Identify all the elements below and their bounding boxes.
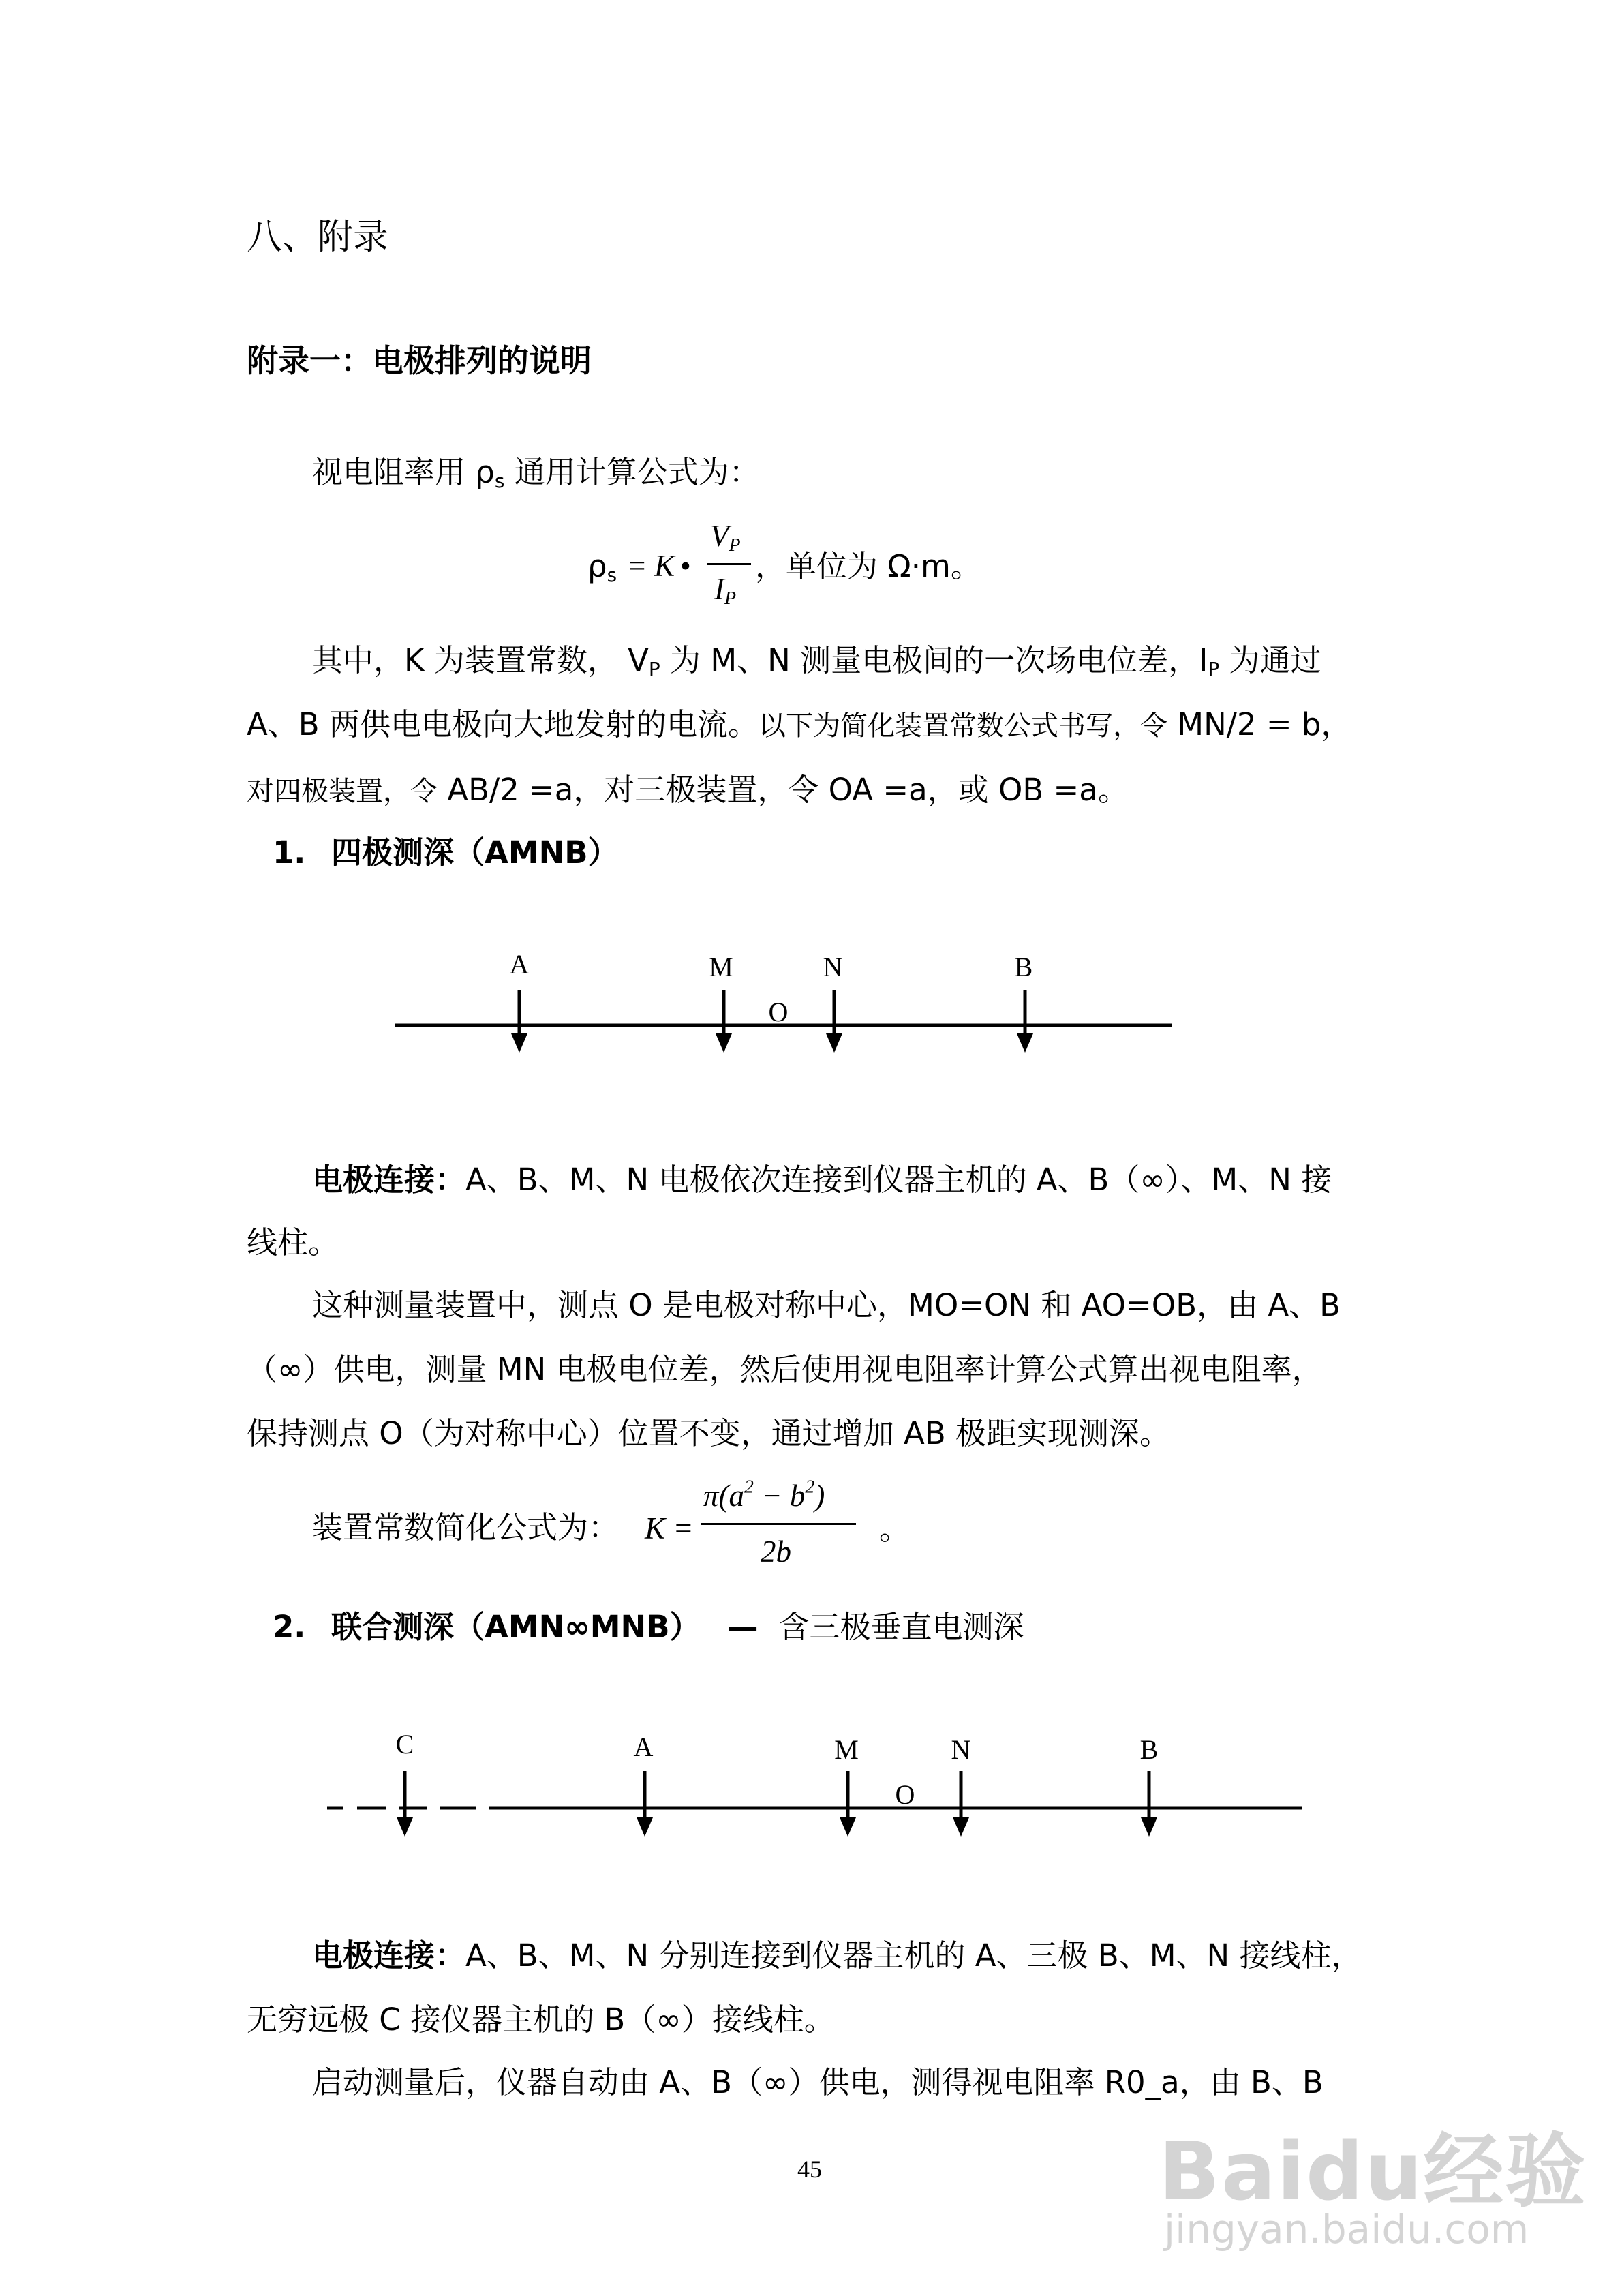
label-a: A [509,949,530,980]
section1-number: 1. [273,834,306,871]
electrode-b-arrow [1141,1771,1157,1837]
label-o: O [895,1779,915,1810]
label-c: C [395,1729,414,1759]
label-n: N [823,952,843,982]
intro-text [312,454,760,492]
fraction-bar [707,563,751,565]
label-b: B [1014,952,1033,982]
watermark-url: jingyan.baidu.com [1164,2206,1529,2252]
formula-denominator: $I_P$ [714,572,737,609]
para1-line1: 其中，K 为装置常数， $V_P$ 为 M、N 测量电极间的一次场电位差，$I_P$ 为通过 [312,642,1321,680]
formula-lhs: $\rho_s$ [587,548,617,586]
section2-conn-line2: 无穷远极 C 接仪器主机的 B（∞）接线柱。 [247,2002,835,2038]
section1-desc-line2: （∞）供电，测量 MN 电极电位差，然后使用视电阻率计算公式算出视电阻率， [247,1351,1323,1387]
formula-eq: = [628,549,646,583]
formula-numerator: $V_P$ [710,519,741,556]
electrode-a-arrow [637,1771,653,1837]
k-formula [645,1478,931,1580]
k-formula-label: 装置常数简化公式为： [312,1509,619,1545]
section1-conn-line1: 电极连接：A、B、M、N 电极依次连接到仪器主机的 A、B（∞）、M、N 接 [312,1162,1332,1198]
label-n: N [951,1734,971,1765]
k-fraction-bar [701,1523,856,1525]
k-formula-denominator: 2b [761,1535,791,1569]
k-formula-end: 。 [879,1511,911,1547]
label-m: M [709,952,733,982]
k-formula-lhs: K = [645,1511,694,1545]
section1-conn-line2: 线柱。 [247,1224,339,1260]
resistivity-formula [587,518,996,614]
section1-desc-line1: 这种测量装置中，测点 O 是电极对称中心，MO=ON 和 AO=OB，由 A、B [312,1287,1341,1323]
intro-lead: 视电阻率用 ρ [312,454,495,490]
section2-title: 联合测深（AMN∞MNB） — 含三极垂直电测深 [331,1609,1024,1645]
appendix-title: 附录一：电极排列的说明 [247,342,592,379]
electrode-a-arrow [511,990,527,1053]
section1-title: 四极测深（AMNB） [331,834,619,871]
electrode-m-arrow [716,990,732,1053]
label-b: B [1139,1734,1159,1765]
intro-tail: 通用计算公式为： [504,454,760,490]
joint-sounding-diagram [320,1718,1315,1854]
electrode-n-arrow [826,990,842,1053]
section2-number: 2. [273,1609,306,1645]
section2-conn-line1: 电极连接：A、B、M、N 分别连接到仪器主机的 A、三极 B、M、N 接线柱， [312,1937,1362,1974]
para1-line2: A、B 两供电电极向大地发射的电流。以下为简化装置常数公式书写，令 MN/2 = b， [247,706,1352,742]
electrode-n-arrow [953,1771,969,1837]
intro-sub: s [494,469,505,492]
four-electrode-diagram [388,941,1179,1070]
page-number: 45 [797,2156,822,2183]
label-m: M [834,1734,859,1765]
label-o: O [768,997,789,1027]
section2-start-line1: 启动测量后，仪器自动由 A、B（∞）供电，测得视电阻率 R0_a，由 B、B [312,2064,1323,2100]
electrode-m-arrow [840,1771,856,1837]
watermark-brand: Baidu经验 [1159,2124,1587,2218]
electrode-c-arrow [397,1771,413,1837]
formula-dot: • [680,549,691,583]
electrode-b-arrow [1017,990,1033,1053]
formula-k: K [654,549,675,583]
label-a: A [633,1732,654,1762]
para1-line3: 对四极装置，令 AB/2 =a，对三极装置，令 OA =a，或 OB =a。 [247,772,1129,808]
k-formula-numerator: $\pi(a^2 - b^2)$ [703,1476,825,1513]
section1-desc-line3: 保持测点 O（为对称中心）位置不变，通过增加 AB 极距实现测深。 [247,1415,1170,1451]
formula-unit: ，单位为 Ω·m。 [755,548,981,584]
section-heading: 八、附录 [247,217,389,258]
